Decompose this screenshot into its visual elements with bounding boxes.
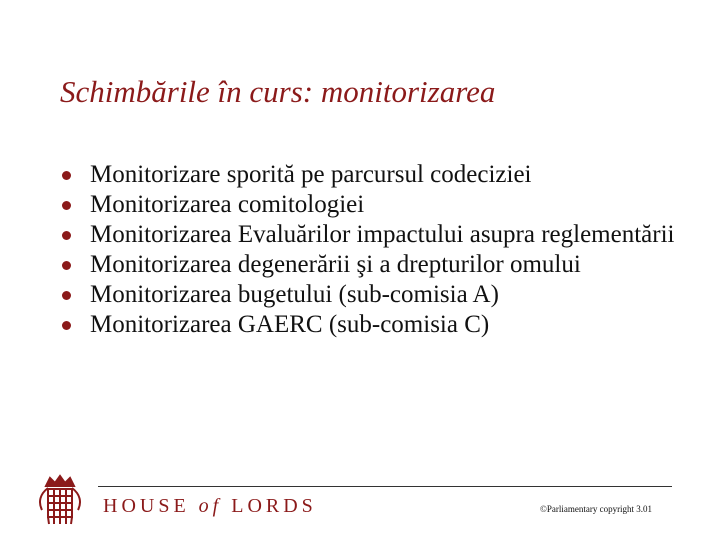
list-item [62, 310, 682, 340]
bullet-text: Monitorizarea GAERC (sub-comisia C) [90, 311, 490, 338]
house-of-lords-wordmark [103, 495, 317, 518]
list-item [62, 280, 682, 310]
bullet-text: Monitorizarea bugetului (sub-comisia A) [90, 281, 499, 308]
slide-title: Schimbările în curs: monitorizarea [60, 74, 496, 109]
list-item [62, 160, 682, 190]
bullet-text: Monitorizarea Evaluărilor impactului asupra reglementării [90, 221, 675, 248]
list-item [62, 250, 682, 280]
copyright-notice: ©Parliamentary copyright 3.01 [540, 504, 653, 514]
brand-lords: LORDS [231, 495, 317, 517]
bullet-icon [62, 231, 71, 240]
bullet-text: Monitorizarea comitologiei [90, 191, 365, 218]
bullet-icon [62, 171, 71, 180]
bullet-text: Monitorizarea degenerării şi a drepturilor omului [90, 251, 581, 278]
bullet-icon [62, 261, 71, 270]
bullet-text: Monitorizare sporită pe parcursul codeciziei [90, 161, 532, 188]
list-item [62, 190, 682, 220]
bullet-icon [62, 321, 71, 330]
list-item [62, 220, 682, 250]
portcullis-icon [30, 472, 90, 532]
brand-house: HOUSE [103, 495, 190, 517]
brand-of: of [198, 495, 223, 517]
footer-divider [98, 486, 672, 487]
bullet-icon [62, 201, 71, 210]
bullet-list [62, 160, 682, 340]
bullet-icon [62, 291, 71, 300]
